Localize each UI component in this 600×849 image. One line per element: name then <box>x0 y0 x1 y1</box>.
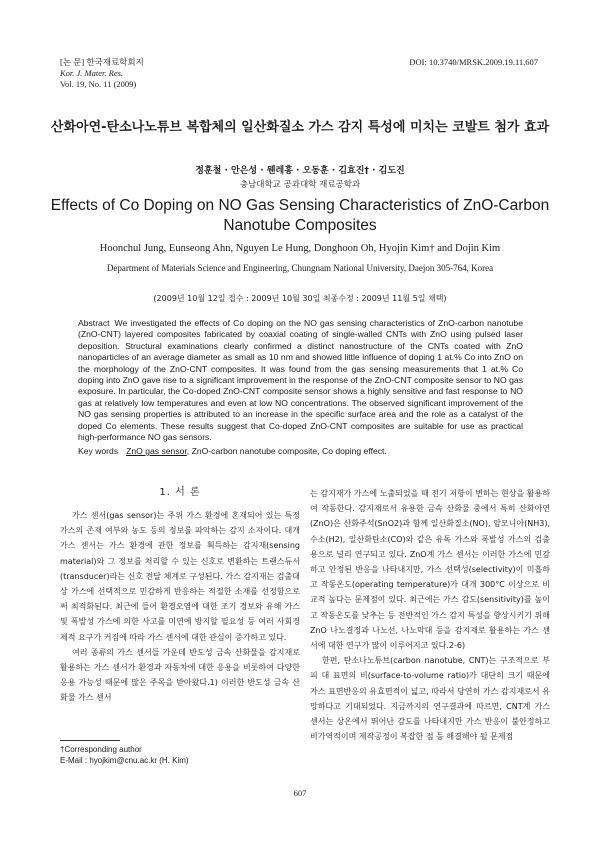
paragraph: 여러 종류의 가스 센서들 가운데 반도성 금속 산화물을 감지재로 활용하는 가스 센서가 환경과 자동차에 대한 응용을 비롯하여 다양한 응용 가능성 때문에 많은 주목을 받아왔다.1) 이러한 반도성 금속 산화물 가스 센서 <box>60 647 300 703</box>
english-authors: Hoonchul Jung, Eunseong Ahn, Nguyen Le Hung, Donghoon Oh, Hyojin Kim† and Dojin Kim <box>99 243 501 254</box>
abstract-text: We investigated the effects of Co doping on the NO gas sensing characteristics of ZnO-carbon nanotube (ZnO-CNT) layered composites fabricated by coaxial coating of single-walled CNTs with ZnO using pulsed laser deposition. Structural examinations clearly confirmed a distinct nanostructure of the CNTs coated with ZnO nanoparticles of an average diameter as small as 10 nm and showed little influence of doping 1 at.% Co into ZnO on the morphology of the ZnO-CNT composites. It was found from the gas sensing measurements that 1 at.% Co doping into ZnO gave rise to a significant improvement in the response of the ZnO-CNT composite sensor to NO gas exposure. In particular, the Co-doped ZnO-CNT composite sensor shows a highly sensitive and fast response to NO gas at relatively low temperatures and even at low NO concentrations. The observed significant improvement of the NO gas sensing properties is attributed to an increase in the specific surface area and the role as a catalyst of the doped Co elements. These results suggest that Co-doped ZnO-CNT composites are suitable for use as practical high-performance NO gas sensors. <box>78 318 523 443</box>
keywords-label: Key words <box>78 446 119 456</box>
abstract-label: Abstract <box>78 318 110 328</box>
paragraph: 가스 센서(gas sensor)는 주위 가스 환경에 혼재되어 있는 특정 가스의 존재 여부와 농도 등의 정보를 파악하는 감지 소자이다. 대개 가스 센서는 가스 환경에 관한 정보를 획득하는 감지재(sensing material)와 그 정보를 처리할 수 있는 신호로 변환하는 트랜스듀서(transducer)라는 신호 전달 체계로 구성된다. 가스 감지재는 검출대상 가스에 선택적으로 민감하게 반응하는 적절한 소재를 선정함으로써 최적화된다. 최근에 들어 환경오염에 대한 조기 경보와 유해 가스 및 폭발성 가스에 의한 사고를 미연에 방지할 필요성 등 여러 사회경제적 요구가 커짐에 따라 가스 센서에 대한 관심이 증가하고 있다. <box>60 511 300 642</box>
journal-name-en: Kor. J. Mater. Res. <box>60 68 124 78</box>
english-affiliation: Department of Materials Science and Engineering, Chungnam National University, Daejon 305-764, Korea <box>106 263 494 273</box>
keywords-rest: , ZnO-carbon nanotube composite, Co doping effect. <box>186 446 387 456</box>
abstract <box>78 318 523 443</box>
footnote-divider <box>60 740 120 741</box>
journal-volume: Vol. 19, No. 11 (2009) <box>60 79 137 89</box>
body-column-right <box>310 486 550 744</box>
journal-header <box>60 57 144 90</box>
section-heading-introduction: 1. 서 론 <box>159 487 201 498</box>
submission-dates: (2009년 10월 12일 접수 : 2009년 10월 30일 최종수정 : 2009년 11월 5일 채택) <box>153 294 447 303</box>
keywords <box>78 446 523 456</box>
korean-authors: 정훈철 · 안은성 · 웬레홍 · 오동훈 · 김효진† · 김도진 <box>195 166 405 176</box>
english-title: Effects of Co Doping on NO Gas Sensing Characteristics of ZnO-Carbon Nanotube Composites <box>50 197 550 234</box>
journal-name-ko: [논 문] 한국재료학회지 <box>60 57 144 67</box>
corresponding-author-note: †Corresponding author <box>60 745 142 754</box>
page-number: 607 <box>293 788 307 798</box>
keyword-link[interactable]: ZnO gas sensor <box>126 446 187 456</box>
korean-title: 산화아연-탄소나노튜브 복합체의 일산화질소 가스 감지 특성에 미치는 코발트 첨가 효과 <box>50 120 550 135</box>
paragraph: 한편, 탄소나노튜브(carbon nanotube, CNT)는 구조적으로 부피 대 표면의 비(surface-to-volume ratio)가 대단히 크기 때문에 가스 표면반응의 유효면적이 넓고, 따라서 당연히 가스 감지재로서 유망하다고 기대되었다. 지금까지의 연구결과에 따르면, CNT계 가스 센서는 상온에서 뛰어난 감도를 나타내지만 가스 반응이 불안정하고 비가역적이며 제작공정이 복잡한 점 등 해결해야 될 문제점 <box>310 656 550 742</box>
author-email[interactable]: E-Mail : hyojkim@cnu.ac.kr (H. Kim) <box>60 756 189 765</box>
body-column-left <box>60 486 300 706</box>
paragraph: 는 감지재가 가스에 노출되었을 때 전기 저항이 변하는 현상을 활용하여 작동한다. 감지재로서 유용한 금속 산화물 중에서 특히 산화아연(ZnO)은 산화주석(SnO2)과 함께 일산화질소(NO), 암모니아(NH3), 수소(H2), 일산화탄소(CO)와 같은 유독 가스와 폭발성 가스의 검출용으로 널리 연구되고 있다. ZnO계 가스 센서는 이러한 가스에 민감하고 안정된 반응을 나타내지만, 가스 선택성(selectivity)이 미흡하고 작동온도(operating temperature)가 대개 300°C 이상으로 비교적 높다는 문제점이 있다. 최근에는 가스 감도(sensitivity)를 높이고 작동온도를 낮추는 등 전반적인 가스 감지 특성을 향상시키기 위해 ZnO 나노결정과 나노선, 나노막대 등을 감지재로 활용하는 가스 센서에 대한 연구가 많이 이루어지고 있다.2-6) <box>310 489 550 651</box>
korean-affiliation: 충남대학교 공과대학 재료공학과 <box>239 180 361 190</box>
footnote <box>60 744 189 766</box>
doi[interactable]: DOI: 10.3740/MRSK.2009.19.11.607 <box>409 57 538 67</box>
